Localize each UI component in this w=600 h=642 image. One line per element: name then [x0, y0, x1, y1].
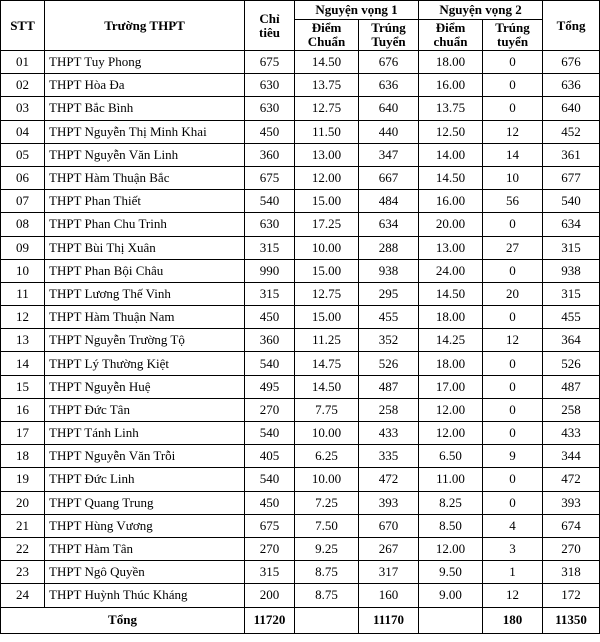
cell-nv2-score: 8.50 — [419, 514, 483, 537]
cell-school: THPT Hàm Tân — [45, 537, 245, 560]
cell-nv1-score: 10.00 — [295, 468, 359, 491]
cell-total: 364 — [543, 329, 600, 352]
cell-nv1-admit: 938 — [359, 259, 419, 282]
cell-nv1-admit: 258 — [359, 398, 419, 421]
cell-nv1-score: 7.25 — [295, 491, 359, 514]
cell-nv1-score: 12.00 — [295, 166, 359, 189]
cell-quota: 675 — [245, 51, 295, 74]
cell-school: THPT Đức Tân — [45, 398, 245, 421]
cell-nv2-admit: 12 — [483, 584, 543, 607]
cell-nv2-admit: 9 — [483, 445, 543, 468]
cell-quota: 540 — [245, 190, 295, 213]
cell-stt: 20 — [1, 491, 45, 514]
cell-school: THPT Nguyễn Thị Minh Khai — [45, 120, 245, 143]
cell-school: THPT Nguyễn Trường Tộ — [45, 329, 245, 352]
cell-nv1-admit: 288 — [359, 236, 419, 259]
cell-stt: 21 — [1, 514, 45, 537]
cell-school: THPT Phan Bội Châu — [45, 259, 245, 282]
cell-school: THPT Huỳnh Thúc Kháng — [45, 584, 245, 607]
cell-stt: 02 — [1, 74, 45, 97]
cell-quota: 450 — [245, 491, 295, 514]
table-row — [1, 537, 600, 560]
cell-nv2-score: 20.00 — [419, 213, 483, 236]
cell-nv2-score: 13.75 — [419, 97, 483, 120]
cell-school: THPT Bùi Thị Xuân — [45, 236, 245, 259]
cell-quota: 540 — [245, 468, 295, 491]
cell-stt: 09 — [1, 236, 45, 259]
header-row-1 — [1, 1, 600, 20]
table-row — [1, 213, 600, 236]
cell-stt: 13 — [1, 329, 45, 352]
cell-nv1-admit: 267 — [359, 537, 419, 560]
cell-nv1-score: 6.25 — [295, 445, 359, 468]
table-row — [1, 329, 600, 352]
cell-quota: 675 — [245, 514, 295, 537]
cell-stt: 06 — [1, 166, 45, 189]
cell-nv1-admit: 317 — [359, 561, 419, 584]
totals-total: 11350 — [543, 607, 600, 633]
cell-total: 487 — [543, 375, 600, 398]
cell-stt: 14 — [1, 352, 45, 375]
cell-quota: 200 — [245, 584, 295, 607]
cell-nv1-score: 15.00 — [295, 190, 359, 213]
cell-nv2-score: 11.00 — [419, 468, 483, 491]
cell-stt: 10 — [1, 259, 45, 282]
header-nv1-score — [295, 20, 359, 51]
cell-nv1-score: 12.75 — [295, 282, 359, 305]
cell-nv1-admit: 634 — [359, 213, 419, 236]
cell-school: THPT Nguyễn Văn Trỗi — [45, 445, 245, 468]
cell-stt: 01 — [1, 51, 45, 74]
cell-nv1-score: 14.75 — [295, 352, 359, 375]
cell-quota: 990 — [245, 259, 295, 282]
table-row — [1, 561, 600, 584]
cell-nv2-admit: 0 — [483, 422, 543, 445]
cell-nv1-admit: 160 — [359, 584, 419, 607]
cell-total: 270 — [543, 537, 600, 560]
cell-school: THPT Bắc Bình — [45, 97, 245, 120]
header-nv2-score-text: Điểm chuẩn — [433, 20, 468, 49]
table-row — [1, 445, 600, 468]
header-nv1-score-text: Điểm Chuẩn — [307, 20, 346, 49]
cell-total: 677 — [543, 166, 600, 189]
cell-quota: 315 — [245, 561, 295, 584]
cell-nv2-admit: 0 — [483, 97, 543, 120]
header-quota — [245, 1, 295, 51]
table-row — [1, 51, 600, 74]
cell-nv2-score: 17.00 — [419, 375, 483, 398]
cell-stt: 12 — [1, 306, 45, 329]
cell-nv2-score: 12.00 — [419, 398, 483, 421]
table-row — [1, 375, 600, 398]
cell-school: THPT Lý Thường Kiệt — [45, 352, 245, 375]
cell-total: 526 — [543, 352, 600, 375]
cell-nv1-admit: 636 — [359, 74, 419, 97]
cell-nv2-admit: 3 — [483, 537, 543, 560]
cell-total: 452 — [543, 120, 600, 143]
cell-nv1-admit: 487 — [359, 375, 419, 398]
cell-nv1-score: 13.00 — [295, 143, 359, 166]
cell-quota: 315 — [245, 236, 295, 259]
cell-stt: 11 — [1, 282, 45, 305]
cell-school: THPT Phan Chu Trinh — [45, 213, 245, 236]
cell-quota: 315 — [245, 282, 295, 305]
cell-nv2-score: 24.00 — [419, 259, 483, 282]
cell-school: THPT Quang Trung — [45, 491, 245, 514]
cell-nv1-score: 7.75 — [295, 398, 359, 421]
totals-nv1-admit: 11170 — [359, 607, 419, 633]
header-nv1: Nguyện vọng 1 — [295, 1, 419, 20]
cell-nv2-score: 8.25 — [419, 491, 483, 514]
cell-quota: 675 — [245, 166, 295, 189]
cell-nv2-admit: 20 — [483, 282, 543, 305]
cell-school: THPT Nguyễn Văn Linh — [45, 143, 245, 166]
header-stt: STT — [1, 1, 45, 51]
cell-nv1-admit: 433 — [359, 422, 419, 445]
cell-nv1-score: 13.75 — [295, 74, 359, 97]
cell-stt: 07 — [1, 190, 45, 213]
cell-total: 472 — [543, 468, 600, 491]
cell-total: 172 — [543, 584, 600, 607]
table-row — [1, 97, 600, 120]
table-row — [1, 236, 600, 259]
cell-nv2-admit: 4 — [483, 514, 543, 537]
cell-quota: 360 — [245, 143, 295, 166]
cell-nv1-admit: 472 — [359, 468, 419, 491]
totals-nv1-score — [295, 607, 359, 633]
cell-stt: 23 — [1, 561, 45, 584]
cell-total: 640 — [543, 97, 600, 120]
totals-row — [1, 607, 600, 633]
header-nv2-admit — [483, 20, 543, 51]
cell-nv2-score: 9.50 — [419, 561, 483, 584]
cell-nv1-score: 10.00 — [295, 422, 359, 445]
cell-total: 315 — [543, 282, 600, 305]
cell-nv2-score: 14.50 — [419, 166, 483, 189]
cell-nv2-score: 14.00 — [419, 143, 483, 166]
cell-nv2-admit: 0 — [483, 306, 543, 329]
table-row — [1, 352, 600, 375]
cell-stt: 04 — [1, 120, 45, 143]
cell-nv2-score: 13.00 — [419, 236, 483, 259]
cell-total: 676 — [543, 51, 600, 74]
cell-nv2-score: 14.25 — [419, 329, 483, 352]
cell-total: 258 — [543, 398, 600, 421]
cell-stt: 08 — [1, 213, 45, 236]
cell-nv2-admit: 0 — [483, 259, 543, 282]
table-row — [1, 468, 600, 491]
totals-quota: 11720 — [245, 607, 295, 633]
cell-school: THPT Phan Thiết — [45, 190, 245, 213]
cell-nv1-admit: 670 — [359, 514, 419, 537]
table-row — [1, 143, 600, 166]
cell-nv1-admit: 393 — [359, 491, 419, 514]
cell-nv1-score: 11.25 — [295, 329, 359, 352]
cell-nv1-admit: 347 — [359, 143, 419, 166]
cell-nv1-score: 14.50 — [295, 51, 359, 74]
header-nv1-admit-text: Trúng Tuyển — [371, 20, 406, 49]
cell-nv1-score: 7.50 — [295, 514, 359, 537]
cell-stt: 16 — [1, 398, 45, 421]
cell-nv2-admit: 0 — [483, 375, 543, 398]
totals-label: Tổng — [1, 607, 245, 633]
cell-total: 540 — [543, 190, 600, 213]
cell-quota: 270 — [245, 537, 295, 560]
cell-nv2-admit: 0 — [483, 468, 543, 491]
cell-total: 634 — [543, 213, 600, 236]
cell-total: 938 — [543, 259, 600, 282]
cell-quota: 630 — [245, 213, 295, 236]
table-row — [1, 422, 600, 445]
cell-nv1-admit: 667 — [359, 166, 419, 189]
cell-total: 361 — [543, 143, 600, 166]
cell-total: 433 — [543, 422, 600, 445]
header-nv2-score — [419, 20, 483, 51]
cell-nv1-score: 8.75 — [295, 561, 359, 584]
cell-nv2-score: 14.50 — [419, 282, 483, 305]
header-school: Trường THPT — [45, 1, 245, 51]
cell-quota: 270 — [245, 398, 295, 421]
cell-school: THPT Hòa Đa — [45, 74, 245, 97]
cell-stt: 03 — [1, 97, 45, 120]
table-row — [1, 166, 600, 189]
cell-stt: 22 — [1, 537, 45, 560]
header-nv2-admit-text: Trúng tuyển — [495, 20, 530, 49]
cell-nv1-score: 11.50 — [295, 120, 359, 143]
cell-nv1-score: 14.50 — [295, 375, 359, 398]
cell-stt: 17 — [1, 422, 45, 445]
table-row — [1, 259, 600, 282]
cell-quota: 630 — [245, 97, 295, 120]
cell-nv2-admit: 0 — [483, 398, 543, 421]
header-nv1-admit — [359, 20, 419, 51]
cell-total: 315 — [543, 236, 600, 259]
cell-nv1-score: 9.25 — [295, 537, 359, 560]
table-row — [1, 74, 600, 97]
table-row — [1, 306, 600, 329]
totals-nv2-admit: 180 — [483, 607, 543, 633]
cell-total: 344 — [543, 445, 600, 468]
cell-nv1-score: 10.00 — [295, 236, 359, 259]
table-row — [1, 584, 600, 607]
cell-school: THPT Hùng Vương — [45, 514, 245, 537]
cell-quota: 405 — [245, 445, 295, 468]
cell-nv1-score: 12.75 — [295, 97, 359, 120]
cell-nv2-score: 12.50 — [419, 120, 483, 143]
cell-nv1-score: 8.75 — [295, 584, 359, 607]
cell-nv2-score: 18.00 — [419, 352, 483, 375]
cell-nv1-admit: 676 — [359, 51, 419, 74]
table-row — [1, 120, 600, 143]
cell-nv2-admit: 0 — [483, 213, 543, 236]
cell-nv2-score: 12.00 — [419, 537, 483, 560]
cell-nv2-admit: 0 — [483, 51, 543, 74]
cell-nv2-score: 16.00 — [419, 74, 483, 97]
cell-quota: 495 — [245, 375, 295, 398]
cell-nv1-admit: 335 — [359, 445, 419, 468]
cell-nv2-admit: 10 — [483, 166, 543, 189]
cell-nv2-score: 12.00 — [419, 422, 483, 445]
cell-stt: 24 — [1, 584, 45, 607]
cell-quota: 450 — [245, 306, 295, 329]
table-row — [1, 491, 600, 514]
cell-nv1-admit: 440 — [359, 120, 419, 143]
cell-school: THPT Hàm Thuận Nam — [45, 306, 245, 329]
cell-nv1-score: 15.00 — [295, 259, 359, 282]
table-body — [1, 51, 600, 608]
cell-nv2-score: 6.50 — [419, 445, 483, 468]
cell-school: THPT Lương Thế Vinh — [45, 282, 245, 305]
cell-nv2-admit: 12 — [483, 329, 543, 352]
header-nv2: Nguyện vọng 2 — [419, 1, 543, 20]
cell-school: THPT Đức Linh — [45, 468, 245, 491]
cell-nv1-admit: 295 — [359, 282, 419, 305]
cell-nv1-score: 15.00 — [295, 306, 359, 329]
cell-school: THPT Tuy Phong — [45, 51, 245, 74]
cell-school: THPT Hàm Thuận Bắc — [45, 166, 245, 189]
cell-nv2-admit: 12 — [483, 120, 543, 143]
cell-total: 318 — [543, 561, 600, 584]
cell-nv2-admit: 1 — [483, 561, 543, 584]
cell-nv2-score: 16.00 — [419, 190, 483, 213]
cell-nv2-admit: 0 — [483, 352, 543, 375]
cell-stt: 19 — [1, 468, 45, 491]
cell-school: THPT Nguyễn Huệ — [45, 375, 245, 398]
cell-stt: 18 — [1, 445, 45, 468]
cell-quota: 450 — [245, 120, 295, 143]
table-row — [1, 514, 600, 537]
cell-nv2-score: 18.00 — [419, 306, 483, 329]
cell-nv2-admit: 0 — [483, 74, 543, 97]
cell-total: 674 — [543, 514, 600, 537]
cell-quota: 360 — [245, 329, 295, 352]
cell-stt: 05 — [1, 143, 45, 166]
cell-nv1-admit: 640 — [359, 97, 419, 120]
cell-nv1-admit: 455 — [359, 306, 419, 329]
cell-quota: 540 — [245, 422, 295, 445]
cell-quota: 540 — [245, 352, 295, 375]
cell-nv1-admit: 484 — [359, 190, 419, 213]
cell-total: 636 — [543, 74, 600, 97]
cell-total: 393 — [543, 491, 600, 514]
table-row — [1, 398, 600, 421]
cell-nv2-score: 18.00 — [419, 51, 483, 74]
table-row — [1, 282, 600, 305]
totals-nv2-score — [419, 607, 483, 633]
cell-nv2-admit: 27 — [483, 236, 543, 259]
cell-school: THPT Ngô Quyền — [45, 561, 245, 584]
table-row — [1, 190, 600, 213]
cell-nv1-admit: 526 — [359, 352, 419, 375]
cell-nv2-admit: 56 — [483, 190, 543, 213]
header-total: Tổng — [543, 1, 600, 51]
cell-nv1-admit: 352 — [359, 329, 419, 352]
cell-nv2-admit: 14 — [483, 143, 543, 166]
cell-nv2-score: 9.00 — [419, 584, 483, 607]
cell-nv1-score: 17.25 — [295, 213, 359, 236]
cell-nv2-admit: 0 — [483, 491, 543, 514]
cell-school: THPT Tánh Linh — [45, 422, 245, 445]
cell-quota: 630 — [245, 74, 295, 97]
cell-total: 455 — [543, 306, 600, 329]
header-quota-text: Chỉ tiêu — [259, 10, 280, 40]
cell-stt: 15 — [1, 375, 45, 398]
